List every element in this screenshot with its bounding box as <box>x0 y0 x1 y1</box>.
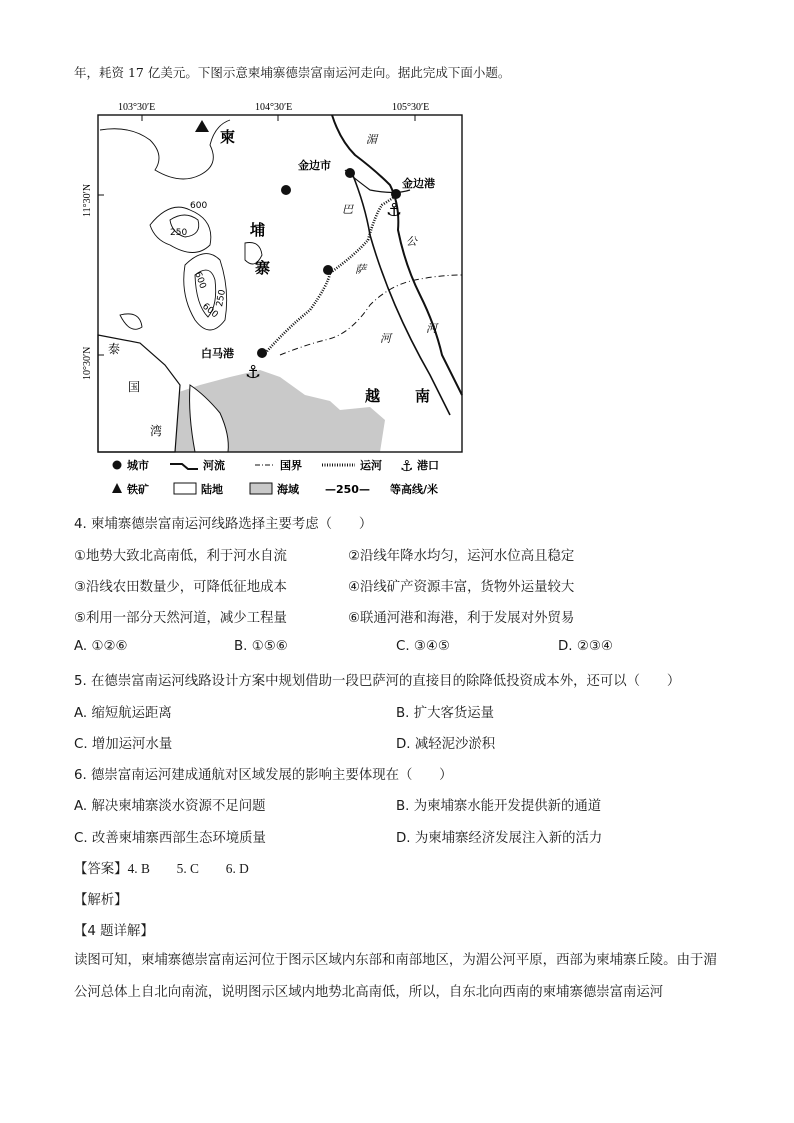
legend-iron: 铁矿 <box>127 483 149 496</box>
country-label: 越 <box>365 387 381 405</box>
legend-canal: 运河 <box>360 459 382 472</box>
q4-option-a[interactable]: A. ①②⑥ <box>74 639 128 654</box>
q5-option-c[interactable]: C. 增加运河水量 <box>74 737 173 752</box>
contour-label: 250 <box>170 228 188 238</box>
lat-label: 10°30′N <box>82 346 93 380</box>
q5-option-b[interactable]: B. 扩大客货运量 <box>396 706 495 721</box>
contour-label: 250 <box>215 288 228 308</box>
city-label: 金边市 <box>298 159 331 172</box>
lon-label: 104°30′E <box>255 102 293 113</box>
q6-option-d[interactable]: D. 为柬埔寨经济发展注入新的活力 <box>396 831 603 846</box>
contour-label: 600 <box>190 201 208 211</box>
lon-label: 105°30′E <box>392 102 430 113</box>
legend-river: 河流 <box>203 459 225 472</box>
answer-values: 4. B 5. C 6. D <box>127 861 249 876</box>
river-label: 公 <box>406 235 417 248</box>
q5-option-a[interactable]: A. 缩短航运距离 <box>74 706 172 721</box>
country-label: 国 <box>128 380 141 394</box>
q4-stem: 4. 柬埔寨德崇富南运河线路选择主要考虑（ ） <box>74 517 373 532</box>
country-label: 寨 <box>255 259 271 277</box>
legend-sea: 海域 <box>277 483 299 496</box>
legend-land: 陆地 <box>201 483 223 496</box>
intro-text: 年，耗资 17 亿美元。下图示意柬埔寨德崇富南运河走向。据此完成下面小题。 <box>74 65 511 80</box>
q4-option-d[interactable]: D. ②③④ <box>558 639 613 654</box>
q4-item: ①地势大致北高南低，利于河水自流 <box>74 549 287 564</box>
q4-item: ⑥联通河港和海港，利于发展对外贸易 <box>348 611 575 626</box>
legend-contour-value: —250— <box>325 483 370 496</box>
q6-option-b[interactable]: B. 为柬埔寨水能开发提供新的通道 <box>396 799 602 814</box>
river-label: 萨 <box>355 263 366 276</box>
city-dot <box>345 168 355 178</box>
country-label: 湾 <box>150 424 163 438</box>
city-label: 白马港 <box>201 347 234 360</box>
contour-label: 600 <box>200 301 220 321</box>
canal-line <box>262 195 397 357</box>
city-dot <box>257 348 267 358</box>
iron-ore-icon <box>195 120 209 132</box>
border-line <box>280 275 462 355</box>
port-icon: ⚓ <box>245 362 262 383</box>
q4-item: ④沿线矿产资源丰富，货物外运量较大 <box>348 580 575 595</box>
legend-port: 港口 <box>417 459 439 472</box>
lat-label: 11°30′N <box>82 183 93 217</box>
q6-option-c[interactable]: C. 改善柬埔寨西部生态环境质量 <box>74 831 266 846</box>
country-label: 柬 <box>220 128 236 146</box>
q4-option-b[interactable]: B. ①⑤⑥ <box>234 639 288 654</box>
city-dot <box>323 265 333 275</box>
legend-city: 城市 <box>127 459 149 472</box>
city-label: 金边港 <box>402 177 435 190</box>
q4-item: ⑤利用一部分天然河道，减少工程量 <box>74 611 287 626</box>
port-icon: ⚓ <box>386 200 403 221</box>
detail-tag: 【4 题详解】 <box>74 924 154 939</box>
q4-item: ②沿线年降水均匀，运河水位高且稳定 <box>348 549 575 564</box>
answer-line <box>74 858 249 877</box>
answer-tag: 【答案】 <box>74 862 128 877</box>
legend-contour: 等高线/米 <box>390 483 439 496</box>
country-label: 埔 <box>250 221 266 239</box>
canal-map <box>70 95 480 505</box>
city-dot <box>281 185 291 195</box>
contour-label: 600 <box>192 270 208 291</box>
q5-stem: 5. 在德崇富南运河线路设计方案中规划借助一段巴萨河的直接目的除降低投资成本外，还可以（ ） <box>74 674 681 689</box>
q4-item: ③沿线农田数量少，可降低征地成本 <box>74 580 287 595</box>
analysis-tag: 【解析】 <box>74 893 128 908</box>
country-label: 南 <box>415 387 431 405</box>
river-label: 湄 <box>366 133 377 146</box>
q4-option-c[interactable]: C. ③④⑤ <box>396 639 450 654</box>
country-label: 泰 <box>108 342 121 356</box>
river-label: 巴 <box>342 203 353 216</box>
city-dot <box>391 189 401 199</box>
q6-stem: 6. 德崇富南运河建成通航对区域发展的影响主要体现在（ ） <box>74 768 453 783</box>
lon-label: 103°30′E <box>118 102 156 113</box>
detail-text: 读图可知，柬埔寨德崇富南运河位于图示区域内东部和南部地区，为湄公河平原，西部为柬埔寨丘陵。由于湄公河总体上自北向南流，说明图示区域内地势北高南低，所以，自东北向西南的柬埔寨德崇富南运河 <box>74 953 717 1000</box>
q6-option-a[interactable]: A. 解决柬埔寨淡水资源不足问题 <box>74 799 266 814</box>
legend-border: 国界 <box>280 459 302 472</box>
svg-text:⚓: ⚓ <box>400 457 414 475</box>
q5-option-d[interactable]: D. 减轻泥沙淤积 <box>396 737 496 752</box>
river-label: 河 <box>426 322 437 335</box>
river-label: 河 <box>380 332 391 345</box>
